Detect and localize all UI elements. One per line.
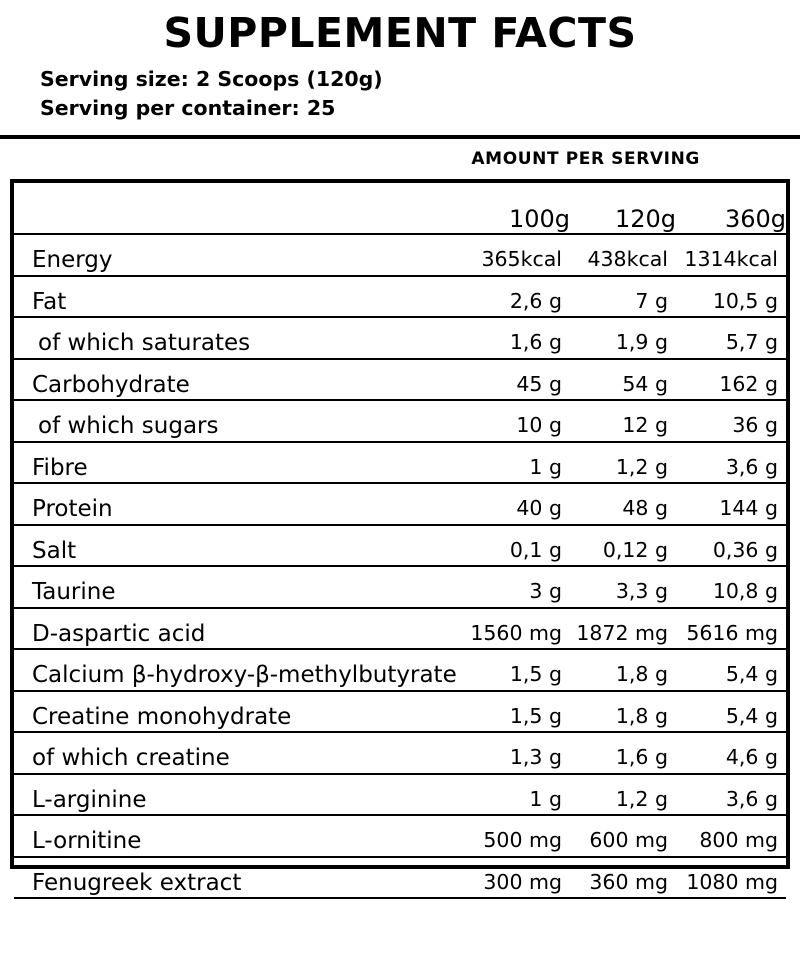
table-row (14, 276, 786, 318)
column-header-name (14, 189, 466, 234)
row-value-100g: 1560 mg (466, 608, 570, 650)
row-value-100g: 45 g (466, 359, 570, 401)
row-value-120g: 0,12 g (570, 525, 676, 567)
table-row (14, 649, 786, 691)
table-row (14, 857, 786, 899)
row-value-360g: 36 g (676, 400, 786, 442)
row-value-360g: 5616 mg (676, 608, 786, 650)
row-value-100g: 1 g (466, 774, 570, 816)
nutrition-table (14, 189, 786, 959)
servings-per-container-line: Serving per container: 25 (40, 96, 336, 121)
table-row (14, 525, 786, 567)
row-label: Fat (14, 276, 466, 318)
row-label: Calcium β-hydroxy-β-methylbutyrate (14, 649, 466, 691)
table-row (14, 234, 786, 276)
row-label: Carbohydrate (14, 359, 466, 401)
table-row (14, 483, 786, 525)
nutrition-table-box (10, 179, 790, 896)
table-row (14, 774, 786, 816)
table-row (14, 359, 786, 401)
table-row (14, 691, 786, 733)
row-value-360g: 4,6 g (676, 732, 786, 774)
row-label: Protein (14, 483, 466, 525)
table-bottom-spacer (14, 898, 786, 959)
row-label: Taurine (14, 566, 466, 608)
row-value-360g: 5,4 g (676, 691, 786, 733)
page-title: SUPPLEMENT FACTS (163, 9, 637, 57)
row-label: Salt (14, 525, 466, 567)
row-value-100g: 1 g (466, 442, 570, 484)
row-value-360g: 10,5 g (676, 276, 786, 318)
row-label: L-arginine (14, 774, 466, 816)
row-value-120g: 1,6 g (570, 732, 676, 774)
row-value-100g: 500 mg (466, 815, 570, 857)
nutrition-table-body (14, 189, 786, 959)
row-value-100g: 1,3 g (466, 732, 570, 774)
row-label: Energy (14, 234, 466, 276)
row-value-100g: 1,5 g (466, 691, 570, 733)
row-value-360g: 144 g (676, 483, 786, 525)
row-value-100g: 1,6 g (466, 317, 570, 359)
row-label: Creatine monohydrate (14, 691, 466, 733)
row-value-120g: 438kcal (570, 234, 676, 276)
amount-per-serving-row (0, 139, 800, 179)
row-value-100g: 3 g (466, 566, 570, 608)
amount-per-serving-label: AMOUNT PER SERVING (471, 149, 700, 170)
table-row (14, 400, 786, 442)
row-value-360g: 1080 mg (676, 857, 786, 899)
row-value-360g: 162 g (676, 359, 786, 401)
row-value-120g: 12 g (570, 400, 676, 442)
row-value-120g: 1872 mg (570, 608, 676, 650)
table-row (14, 732, 786, 774)
row-label: Fenugreek extract (14, 857, 466, 899)
row-value-100g: 1,5 g (466, 649, 570, 691)
table-row (14, 566, 786, 608)
row-value-360g: 5,7 g (676, 317, 786, 359)
row-value-120g: 600 mg (570, 815, 676, 857)
serving-info (0, 55, 800, 123)
row-label: L-ornitine (14, 815, 466, 857)
row-value-100g: 300 mg (466, 857, 570, 899)
row-label: of which sugars (14, 400, 466, 442)
row-label: D-aspartic acid (14, 608, 466, 650)
row-value-120g: 54 g (570, 359, 676, 401)
row-value-100g: 365kcal (466, 234, 570, 276)
row-value-100g: 0,1 g (466, 525, 570, 567)
table-row (14, 608, 786, 650)
row-label: Fibre (14, 442, 466, 484)
row-value-360g: 3,6 g (676, 442, 786, 484)
column-header-100g: 100g (508, 205, 570, 234)
row-value-120g: 1,8 g (570, 649, 676, 691)
row-value-360g: 1314kcal (676, 234, 786, 276)
row-value-120g: 1,9 g (570, 317, 676, 359)
row-value-120g: 7 g (570, 276, 676, 318)
row-label: of which saturates (14, 317, 466, 359)
column-header-120g: 120g (614, 205, 676, 234)
row-value-360g: 5,4 g (676, 649, 786, 691)
table-row (14, 815, 786, 857)
serving-size-line: Serving size: 2 Scoops (120g) (40, 67, 383, 92)
row-value-120g: 48 g (570, 483, 676, 525)
column-header-360g: 360g (724, 205, 786, 234)
row-label: of which creatine (14, 732, 466, 774)
row-value-360g: 10,8 g (676, 566, 786, 608)
table-row (14, 317, 786, 359)
row-value-120g: 360 mg (570, 857, 676, 899)
row-value-100g: 2,6 g (466, 276, 570, 318)
table-row (14, 442, 786, 484)
row-value-100g: 40 g (466, 483, 570, 525)
row-value-360g: 3,6 g (676, 774, 786, 816)
row-value-120g: 1,8 g (570, 691, 676, 733)
row-value-360g: 800 mg (676, 815, 786, 857)
row-value-360g: 0,36 g (676, 525, 786, 567)
row-value-120g: 1,2 g (570, 774, 676, 816)
table-header-row (14, 189, 786, 234)
row-value-120g: 1,2 g (570, 442, 676, 484)
row-value-100g: 10 g (466, 400, 570, 442)
row-value-120g: 3,3 g (570, 566, 676, 608)
